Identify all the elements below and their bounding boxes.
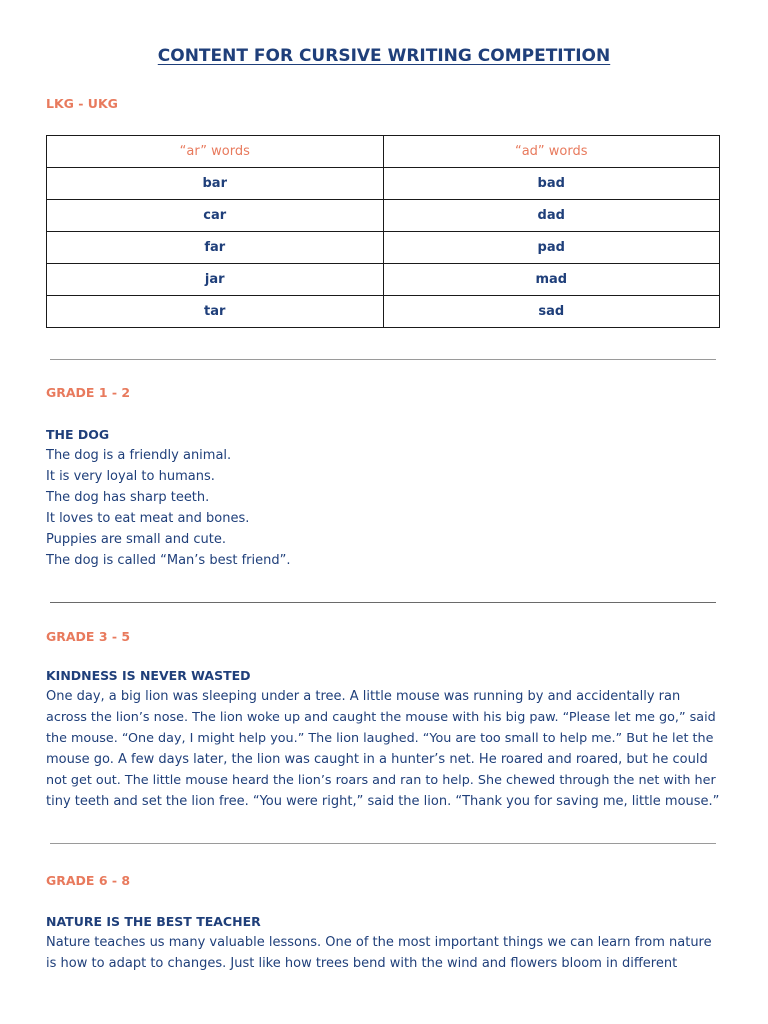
table-cell: pad	[383, 232, 720, 264]
table-header-row	[47, 136, 720, 168]
table-cell: jar	[47, 264, 384, 296]
table-cell: bar	[47, 168, 384, 200]
table-cell: sad	[383, 296, 720, 328]
text-line: the mouse. “One day, I might help you.” The lion laughed. “You are too small to help me.” But he let the	[46, 731, 714, 746]
text-line: not get out. The little mouse heard the lion’s roars and ran to help. She chewed through the net with her	[46, 773, 716, 788]
text-line: One day, a big lion was sleeping under a tree. A little mouse was running by and accidentally ran	[46, 689, 681, 704]
text-block-the-dog	[46, 445, 290, 571]
column-header-ad-words: “ad” words	[383, 136, 720, 168]
table-cell: dad	[383, 200, 720, 232]
text-line: The dog is called “Man’s best friend”.	[46, 553, 291, 568]
grade-label-1-2: GRADE 1 - 2	[46, 385, 131, 400]
table-row	[47, 168, 720, 200]
table-row	[47, 296, 720, 328]
table-row	[47, 232, 720, 264]
word-table	[46, 135, 720, 328]
section-heading-nature: NATURE IS THE BEST TEACHER	[46, 914, 261, 929]
text-line: across the lion’s nose. The lion woke up and caught the mouse with his big paw. “Please let me go,” said	[46, 710, 716, 725]
table-row	[47, 264, 720, 296]
table-cell: mad	[383, 264, 720, 296]
table-cell: bad	[383, 168, 720, 200]
section-heading-the-dog: THE DOG	[46, 427, 110, 442]
table-row	[47, 200, 720, 232]
text-block-kindness	[46, 686, 726, 812]
section-divider	[50, 602, 716, 603]
page-title: CONTENT FOR CURSIVE WRITING COMPETITION	[157, 46, 611, 66]
text-line: The dog has sharp teeth.	[46, 490, 210, 505]
text-line: is how to adapt to changes. Just like how trees bend with the wind and flowers bloom in different	[46, 956, 678, 971]
text-line: Puppies are small and cute.	[46, 532, 226, 547]
section-divider	[50, 359, 716, 360]
table-cell: car	[47, 200, 384, 232]
text-line: It loves to eat meat and bones.	[46, 511, 250, 526]
text-line: The dog is a friendly animal.	[46, 448, 232, 463]
text-line: mouse go. A few days later, the lion was caught in a hunter’s net. He roared and roared, but he could	[46, 752, 708, 767]
grade-label-lkg-ukg: LKG - UKG	[46, 96, 118, 111]
grade-label-6-8: GRADE 6 - 8	[46, 873, 131, 888]
table-cell: tar	[47, 296, 384, 328]
text-block-nature	[46, 932, 726, 974]
table-cell: far	[47, 232, 384, 264]
section-divider	[50, 843, 716, 844]
column-header-ar-words: “ar” words	[47, 136, 384, 168]
section-heading-kindness: KINDNESS IS NEVER WASTED	[46, 668, 251, 683]
text-line: It is very loyal to humans.	[46, 469, 215, 484]
text-line: tiny teeth and set the lion free. “You were right,” said the lion. “Thank you for saving me, little mouse.”	[46, 794, 720, 809]
grade-label-3-5: GRADE 3 - 5	[46, 629, 131, 644]
text-line: Nature teaches us many valuable lessons. One of the most important things we can learn from nature	[46, 935, 712, 950]
